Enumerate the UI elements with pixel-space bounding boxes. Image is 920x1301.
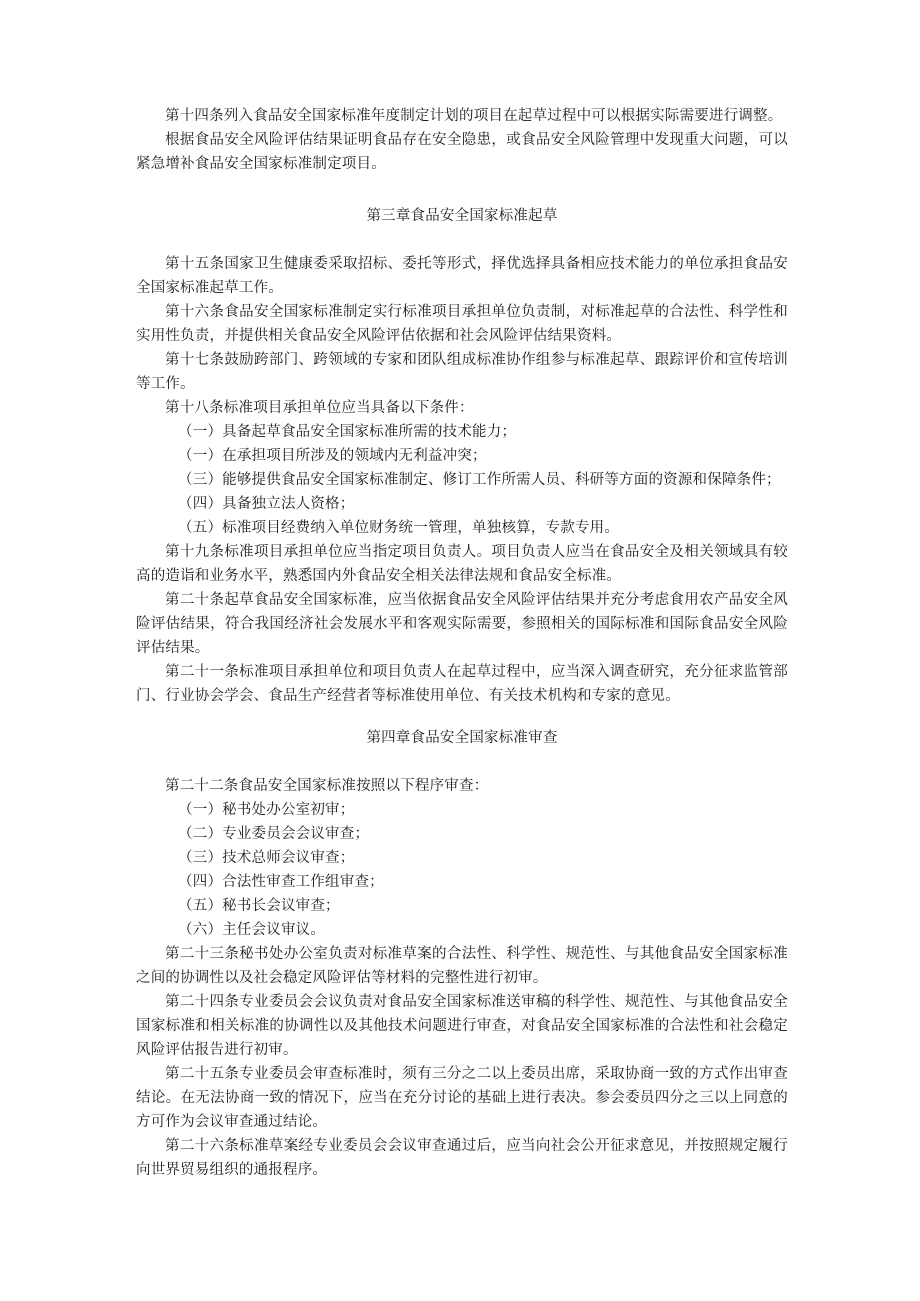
document-page — [136, 104, 788, 1182]
article-16-paragraph: 第十六条食品安全国家标准制定实行标准项目承担单位负责制，对标准起草的合法性、科学性和实用性负责，并提供相关食品安全风险评估依据和社会风险评估结果资料。 — [136, 304, 788, 344]
article-15-paragraph: 第十五条国家卫生健康委采取招标、委托等形式，择优选择具备相应技术能力的单位承担食品安全国家标准起草工作。 — [136, 256, 788, 296]
article-20-paragraph: 第二十条起草食品安全国家标准，应当依据食品安全风险评估结果并充分考虑食用农产品安全风险评估结果，符合我国经济社会发展水平和客观实际需要，参照相关的国际标准和国际食品安全风险评估结果。 — [136, 592, 788, 656]
article-18-item: （三）能够提供食品安全国家标准制定、修订工作所需人员、科研等方面的资源和保障条件； — [178, 472, 781, 488]
article-25-paragraph: 第二十五条专业委员会审查标准时，须有三分之二以上委员出席，采取协商一致的方式作出审查结论。在无法协商一致的情况下，应当在充分讨论的基础上进行表决。参会委员四分之三以上同意的方可作为会议审查通过结论。 — [136, 1066, 788, 1130]
article-18-paragraph: 第十八条标准项目承担单位应当具备以下条件： — [165, 400, 474, 416]
article-17-paragraph: 第十七条鼓励跨部门、跨领域的专家和团队组成标准协作组参与标准起草、跟踪评价和宣传培训等工作。 — [136, 352, 788, 392]
article-22-item: （一）秘书处办公室初审； — [178, 802, 355, 818]
article-14-supplement-paragraph: 根据食品安全风险评估结果证明食品存在安全隐患，或食品安全风险管理中发现重大问题，可以紧急增补食品安全国家标准制定项目。 — [136, 132, 788, 172]
article-22-item: （六）主任会议审议。 — [178, 922, 326, 938]
chapter-3-heading: 第三章食品安全国家标准起草 — [366, 208, 558, 224]
spacer — [136, 176, 788, 204]
article-22-paragraph: 第二十二条食品安全国家标准按照以下程序审查： — [165, 778, 489, 794]
article-18-item: （五）标准项目经费纳入单位财务统一管理，单独核算，专款专用。 — [178, 520, 620, 536]
article-26-paragraph: 第二十六条标准草案经专业委员会会议审查通过后，应当向社会公开征求意见，并按照规定履行向世界贸易组织的通报程序。 — [136, 1138, 788, 1178]
article-22-item: （二）专业委员会会议审查； — [178, 826, 370, 842]
article-21-paragraph: 第二十一条标准项目承担单位和项目负责人在起草过程中，应当深入调查研究，充分征求监管部门、行业协会学会、食品生产经营者等标准使用单位、有关技术机构和专家的意见。 — [136, 664, 788, 704]
article-18-item: （一）具备起草食品安全国家标准所需的技术能力； — [178, 424, 517, 440]
article-14-paragraph: 第十四条列入食品安全国家标准年度制定计划的项目在起草过程中可以根据实际需要进行调整。 — [165, 108, 783, 124]
spacer — [136, 228, 788, 252]
article-23-paragraph: 第二十三条秘书处办公室负责对标准草案的合法性、科学性、规范性、与其他食品安全国家标准之间的协调性以及社会稳定风险评估等材料的完整性进行初审。 — [136, 946, 788, 986]
article-18-item: （四）具备独立法人资格； — [178, 496, 355, 512]
article-22-item: （五）秘书长会议审查； — [178, 898, 340, 914]
spacer — [136, 708, 788, 726]
article-22-item: （三）技术总师会议审查； — [178, 850, 355, 866]
article-18-item: （一）在承担项目所涉及的领域内无利益冲突； — [178, 448, 487, 464]
article-24-paragraph: 第二十四条专业委员会会议负责对食品安全国家标准送审稿的科学性、规范性、与其他食品安全国家标准和相关标准的协调性以及其他技术问题进行审查，对食品安全国家标准的合法性和社会稳定风险评估报告进行初审。 — [136, 994, 788, 1058]
article-19-paragraph: 第十九条标准项目承担单位应当指定项目负责人。项目负责人应当在食品安全及相关领域具有较高的造诣和业务水平，熟悉国内外食品安全相关法律法规和食品安全标准。 — [136, 544, 788, 584]
chapter-4-heading: 第四章食品安全国家标准审查 — [366, 730, 558, 746]
article-22-item: （四）合法性审查工作组审查； — [178, 874, 384, 890]
spacer — [136, 750, 788, 774]
